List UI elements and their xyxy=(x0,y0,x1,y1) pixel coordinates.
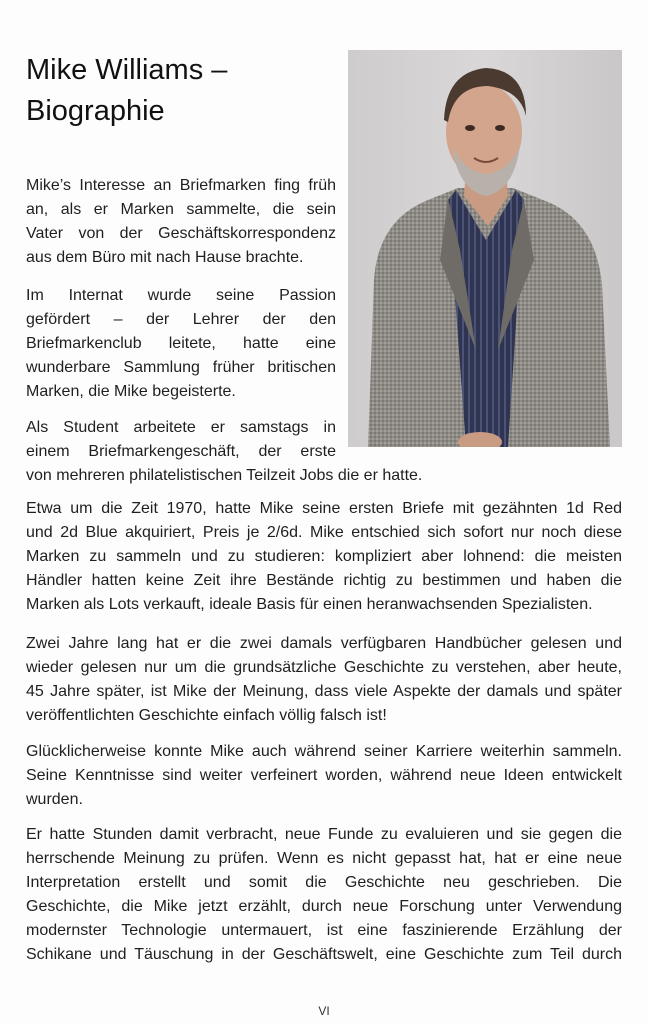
text-line: Etwa um die Zeit 1970, hatte Mike seine ersten Briefe mit gezähnten 1d Red xyxy=(26,500,622,517)
text-line: Briefmarkenclub leitete, hatte eine xyxy=(26,335,336,352)
text-line: 45 Jahre später, ist Mike der Meinung, dass viele Aspekte der damals und später xyxy=(26,683,622,700)
text-line: Seine Kenntnisse sind weiter verfeinert worden, während neue Ideen entwickelt xyxy=(26,767,622,784)
text-line: Marken zu sammeln und zu studieren: kompliziert aber lohnend: die meisten xyxy=(26,548,622,565)
paragraph-3 xyxy=(26,416,626,488)
text-line: Marken als Lots verkauft, ideale Basis für einen heranwachsenden Spezialisten. xyxy=(26,596,593,613)
text-line: Schikane und Täuschung in der Geschäftswelt, eine Geschichte zum Teil durch xyxy=(26,946,622,963)
text-line: herrschende Meinung zu prüfen. Wenn es nicht gepasst hat, hat er eine neue xyxy=(26,850,622,867)
text-line: von mehreren philatelistischen Teilzeit Jobs die er hatte. xyxy=(26,467,423,484)
paragraph-6 xyxy=(26,740,622,812)
text-line: an, als er Marken sammelte, die sein xyxy=(26,201,336,218)
text-line: veröffentlichten Geschichte einfach völlig falsch ist! xyxy=(26,707,387,724)
text-line: einem Briefmarkengeschäft, der erste xyxy=(26,443,336,460)
text-line: modernster Technologie untermauert, ist eine faszinierende Erzählung der xyxy=(26,922,622,939)
paragraph-7 xyxy=(26,823,622,967)
title-line-2: Biographie xyxy=(26,95,165,127)
text-line: Vater von der Geschäftskorrespondenz xyxy=(26,225,336,242)
text-line: und 2d Blue akquiriert, Preis je 2/6d. Mike entschied sich sofort nur noch diese xyxy=(26,524,622,541)
text-line: gefördert – der Lehrer der den xyxy=(26,311,336,328)
text-line: Geschichte, die Mike jetzt erzählt, durch neue Forschung unter Verwendung xyxy=(26,898,622,915)
portrait-photo xyxy=(348,50,622,447)
text-line: Händler hatten keine Zeit ihre Bestände richtig zu bestimmen und haben die xyxy=(26,572,622,589)
portrait-illustration xyxy=(348,50,622,447)
text-line: wieder gelesen nur um die grundsätzliche Geschichte zu verstehen, aber heute, xyxy=(26,659,622,676)
text-line: Marken, die Mike begeisterte. xyxy=(26,383,236,400)
text-line: wurden. xyxy=(26,791,83,808)
text-line: Im Internat wurde seine Passion xyxy=(26,287,336,304)
paragraph-5 xyxy=(26,632,622,728)
page-number: VI xyxy=(318,1004,330,1018)
text-line: Mike’s Interesse an Briefmarken fing früh xyxy=(26,177,336,194)
text-line: Interpretation erstellt und somit die Geschichte neu geschrieben. Die xyxy=(26,874,622,891)
paragraph-2 xyxy=(26,284,336,404)
paragraph-1 xyxy=(26,174,336,270)
text-line: wunderbare Sammlung früher britischen xyxy=(26,359,336,376)
paragraph-4 xyxy=(26,497,622,617)
text-line: Zwei Jahre lang hat er die zwei damals verfügbaren Handbücher gelesen und xyxy=(26,635,622,652)
title-line-1: Mike Williams – xyxy=(26,54,228,86)
text-line: Glücklicherweise konnte Mike auch während seiner Karriere weiterhin sammeln. xyxy=(26,743,622,760)
text-line: Als Student arbeitete er samstags in xyxy=(26,419,336,436)
text-line: aus dem Büro mit nach Hause brachte. xyxy=(26,249,304,266)
text-line: Er hatte Stunden damit verbracht, neue Funde zu evaluieren und sie gegen die xyxy=(26,826,622,843)
page-title xyxy=(26,50,326,132)
